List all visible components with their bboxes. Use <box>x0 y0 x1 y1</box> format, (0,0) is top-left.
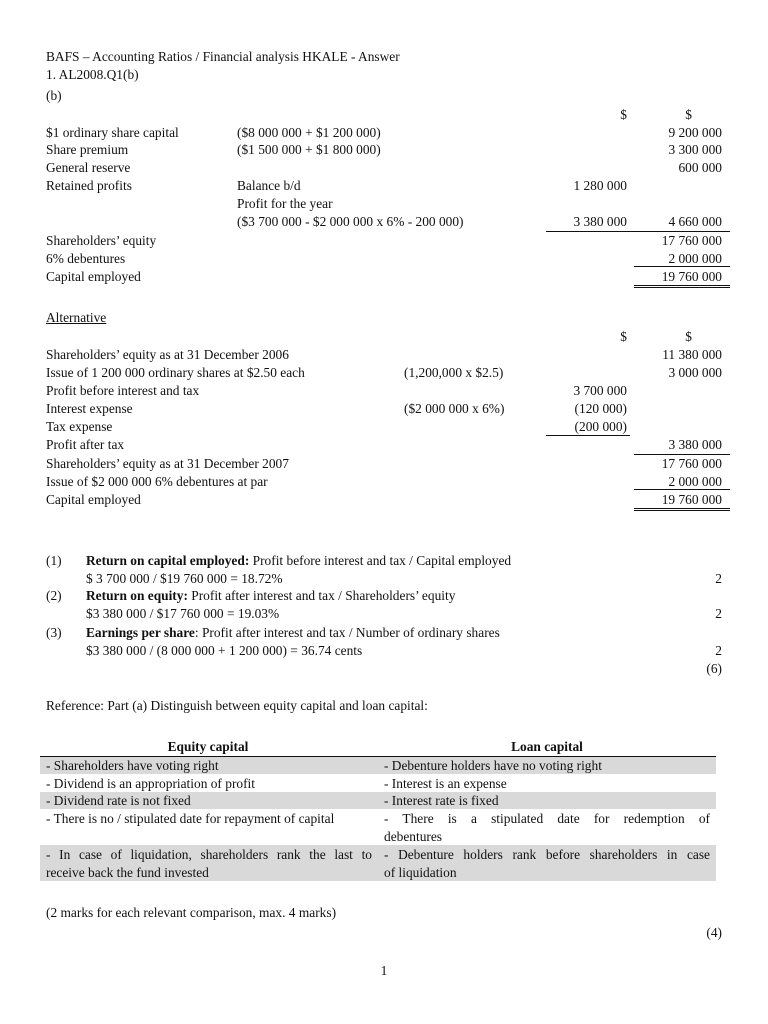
currency-header-col1: $ <box>620 107 627 122</box>
statement-amount-sub: 3 380 000 <box>573 214 627 229</box>
ratio-marks: 2 <box>715 571 722 586</box>
currency-header-col2: $ <box>685 329 692 344</box>
statement-amount-total: 4 660 000 <box>668 214 722 229</box>
page-number: 1 <box>380 963 388 978</box>
statement-label: Issue of 1 200 000 ordinary shares at $2.50 each <box>46 365 305 380</box>
statement-label: Capital employed <box>46 269 141 284</box>
ratio-title: Return on capital employed: <box>86 553 250 568</box>
ratio-number: (2) <box>46 588 62 603</box>
statement-label: Shareholders’ equity <box>46 233 157 248</box>
statement-label: Share premium <box>46 142 129 157</box>
ratio-heading <box>86 624 500 641</box>
statement-detail: (1,200,000 x $2.5) <box>404 365 504 380</box>
statement-amount-total: 17 760 000 <box>661 233 722 248</box>
ratio-title: Earnings per share <box>86 625 195 640</box>
alternative-heading: Alternative <box>46 310 107 325</box>
statement-label: Tax expense <box>46 419 113 434</box>
statement-label: Shareholders’ equity as at 31 December 2007 <box>46 456 289 471</box>
ratio-calculation: $3 380 000 / $17 760 000 = 19.03% <box>86 606 280 621</box>
statement-amount-sub: 3 700 000 <box>573 383 627 398</box>
statement-label: General reserve <box>46 160 131 175</box>
double-rule-top <box>634 285 730 286</box>
loan-cell: - Interest is an expense <box>384 776 507 791</box>
ratio-marks: 2 <box>715 643 722 658</box>
ratio-calculation: $ 3 700 000 / $19 760 000 = 18.72% <box>86 571 283 586</box>
statement-label: Capital employed <box>46 492 141 507</box>
statement-amount-total: 11 380 000 <box>662 347 722 362</box>
currency-header-col2: $ <box>685 107 692 122</box>
statement-amount-total: 3 380 000 <box>668 437 722 452</box>
double-rule-bottom <box>634 287 730 288</box>
total-rule <box>634 266 730 267</box>
column-header-equity: Equity capital <box>167 739 249 754</box>
loan-cell: - Interest rate is fixed <box>384 793 499 808</box>
statement-amount-total: 19 760 000 <box>661 269 722 284</box>
equity-cell-line: receive back the fund invested <box>46 865 209 880</box>
currency-header-col1: $ <box>620 329 627 344</box>
statement-amount-total: 19 760 000 <box>661 492 722 507</box>
document-title: BAFS – Accounting Ratios / Financial analysis HKALE - Answer <box>46 49 400 64</box>
total-rule <box>634 489 730 490</box>
statement-amount-sub: (120 000) <box>574 401 627 416</box>
statement-amount-total: 9 200 000 <box>668 125 722 140</box>
double-rule-top <box>634 508 730 509</box>
marks-note: (2 marks for each relevant comparison, max. 4 marks) <box>46 905 337 920</box>
ratio-title: Return on equity: <box>86 588 188 603</box>
statement-amount-total: 2 000 000 <box>668 251 722 266</box>
statement-detail: Profit for the year <box>237 196 333 211</box>
statement-label: $1 ordinary share capital <box>46 125 179 140</box>
statement-detail: ($3 700 000 - $2 000 000 x 6% - 200 000) <box>237 214 464 229</box>
subtotal-rule <box>546 435 630 436</box>
statement-label: Shareholders’ equity as at 31 December 2006 <box>46 347 289 362</box>
statement-label: Profit after tax <box>46 437 125 452</box>
statement-amount-total: 3 000 000 <box>668 365 722 380</box>
loan-cell-line: of liquidation <box>384 865 457 880</box>
ratio-heading <box>86 552 511 569</box>
statement-detail: ($8 000 000 + $1 200 000) <box>237 125 381 140</box>
ratio-number: (1) <box>46 553 62 568</box>
equity-cell: - Shareholders have voting right <box>46 758 219 773</box>
statement-label: Interest expense <box>46 401 133 416</box>
equity-cell: - Dividend rate is not fixed <box>46 793 191 808</box>
ratio-formula: : Profit after interest and tax / Number of ordinary shares <box>194 625 500 640</box>
statement-amount-total: 600 000 <box>678 160 722 175</box>
ratio-formula: Profit before interest and tax / Capital employed <box>249 553 512 568</box>
column-header-loan: Loan capital <box>511 739 583 754</box>
statement-amount-total: 17 760 000 <box>661 456 722 471</box>
ratio-heading <box>86 587 455 604</box>
statement-label: Retained profits <box>46 178 132 193</box>
ratio-formula: Profit after interest and tax / Shareholders’ equity <box>187 588 456 603</box>
statement-detail: Balance b/d <box>237 178 301 193</box>
double-rule-bottom <box>634 510 730 511</box>
loan-cell-line: debentures <box>384 829 443 844</box>
statement-detail: ($1 500 000 + $1 800 000) <box>237 142 381 157</box>
loan-cell-line: - Debenture holders rank before shareholders in case <box>384 847 710 862</box>
equity-cell-line: - In case of liquidation, shareholders rank the last to <box>46 847 372 862</box>
ratio-number: (3) <box>46 625 62 640</box>
part-total-marks: (4) <box>706 925 722 940</box>
statement-label: 6% debentures <box>46 251 126 266</box>
statement-detail: ($2 000 000 x 6%) <box>404 401 505 416</box>
equity-cell: - There is no / stipulated date for repayment of capital <box>46 811 335 826</box>
statement-amount-total: 3 300 000 <box>668 142 722 157</box>
statement-label: Profit before interest and tax <box>46 383 200 398</box>
equity-cell: - Dividend is an appropriation of profit <box>46 776 255 791</box>
reference-text: Reference: Part (a) Distinguish between equity capital and loan capital: <box>46 698 428 713</box>
ratio-marks: 2 <box>715 606 722 621</box>
statement-amount-sub: 1 280 000 <box>573 178 627 193</box>
ratios-total-marks: (6) <box>706 661 722 676</box>
statement-label: Issue of $2 000 000 6% debentures at par <box>46 474 268 489</box>
statement-amount-total: 2 000 000 <box>668 474 722 489</box>
statement-amount-sub: (200 000) <box>574 419 627 434</box>
loan-cell: - Debenture holders have no voting right <box>384 758 602 773</box>
question-reference: 1. AL2008.Q1(b) <box>46 67 139 82</box>
loan-cell-line: - There is a stipulated date for redemption of <box>384 811 710 826</box>
ratio-calculation: $3 380 000 / (8 000 000 + 1 200 000) = 36.74 cents <box>86 643 363 658</box>
part-label: (b) <box>46 88 62 103</box>
